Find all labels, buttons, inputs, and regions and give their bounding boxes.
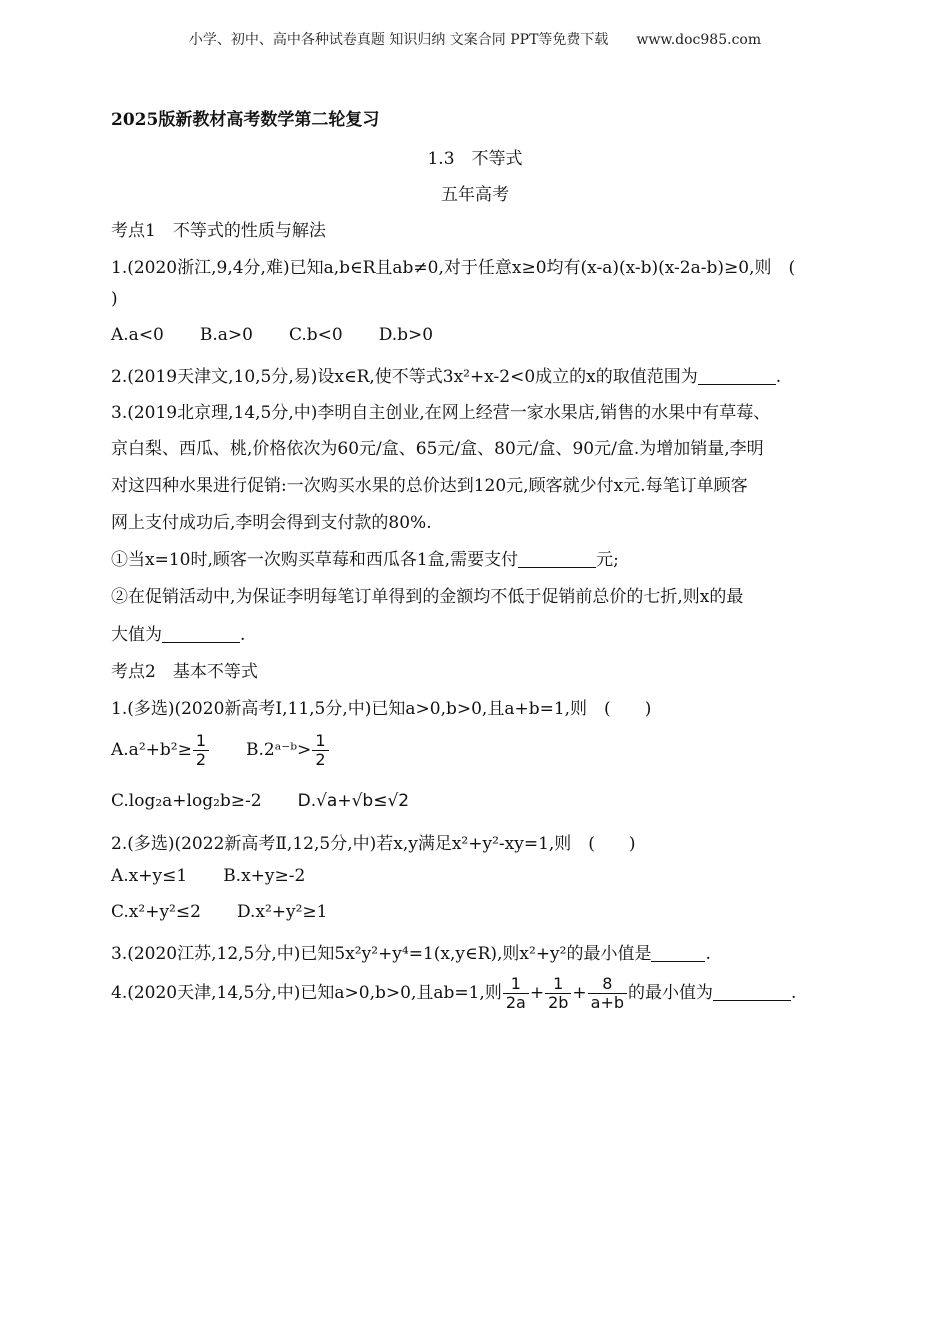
option-d: D.b>0 [378, 325, 434, 345]
topic1-q3-line1: 3.(2019北京理,14,5分,中)李明自主创业,在网上经营一家水果店,销售的水果中有草莓、 [111, 403, 771, 423]
topic1-q3-sub2-line2 [111, 620, 245, 645]
option-b: B.a>0 [199, 325, 253, 345]
answer-blank[interactable] [162, 625, 240, 643]
topic2-q2-options-cd [111, 902, 328, 922]
topic2-q3 [111, 939, 711, 964]
plus-sign: + [529, 983, 545, 1003]
period: . [791, 983, 797, 1003]
topic2-q1-options-cd [111, 791, 409, 811]
fraction-one-half: $\frac{1}{2}$ [312, 732, 328, 769]
question-text: 3.(2020江苏,12,5分,中)已知5x²y²+y⁴=1(x,y∈R),则x²+y²的最小值是 [111, 944, 652, 964]
option-c: C.log₂a+log₂b≥-2 [111, 791, 262, 811]
topic2-heading: 考点2 基本不等式 [111, 662, 258, 682]
question-text: 的最小值为 [628, 983, 714, 1003]
header-text: 小学、初中、高中各种试卷真题 知识归纳 文案合同 PPT等免费下载 [188, 32, 609, 48]
topic1-q2 [111, 362, 781, 387]
answer-blank[interactable] [651, 944, 705, 962]
fraction-1-over-2a: $\frac{1}{2a}$ [503, 975, 529, 1012]
topic1-q1-options [111, 325, 433, 345]
option-d: D.√a+√b≤√2 [297, 791, 410, 811]
topic2-q4 [111, 975, 796, 1012]
topic1-q1-line2: ) [111, 289, 118, 309]
fraction-one-half: $\frac{1}{2}$ [193, 732, 209, 769]
period: . [240, 625, 246, 645]
fraction-1-over-2b: $\frac{1}{2b}$ [545, 975, 571, 1012]
question-text: 2.(2019天津文,10,5分,易)设x∈R,使不等式3x²+x-2<0成立的x的取值范围为 [111, 367, 698, 387]
topic1-q1-line1: 1.(2020浙江,9,4分,难)已知a,b∈R且ab≠0,对于任意x≥0均有(x-a)(x-b)(x-2a-b)≥0,则 ( [111, 258, 796, 278]
topic2-q1: 1.(多选)(2020新高考Ⅰ,11,5分,中)已知a>0,b>0,且a+b=1,则 ( ) [111, 699, 652, 719]
option-d: D.x²+y²≥1 [236, 902, 328, 922]
plus-sign: + [572, 983, 587, 1003]
topic1-q3-line2: 京白梨、西瓜、桃,价格依次为60元/盒、65元/盒、80元/盒、90元/盒.为增加销量,李明 [111, 439, 764, 459]
topic2-q2: 2.(多选)(2022新高考Ⅱ,12,5分,中)若x,y满足x²+y²-xy=1,则 ( ) [111, 834, 636, 854]
answer-blank[interactable] [713, 983, 791, 1001]
period: . [705, 944, 711, 964]
topic1-q3-sub1 [111, 545, 619, 570]
topic1-q3-sub2-line1: ②在促销活动中,为保证李明每笔订单得到的金额均不低于促销前总价的七折,则x的最 [111, 587, 744, 607]
answer-blank[interactable] [518, 550, 596, 568]
option-c: C.x²+y²≤2 [111, 902, 201, 922]
topic1-q3-line3: 对这四种水果进行促销:一次购买水果的总价达到120元,顾客就少付x元.每笔订单顾客 [111, 476, 748, 496]
page-header [0, 29, 950, 49]
option-a: A.x+y≤1 [111, 866, 188, 886]
option-b: B.x+y≥-2 [223, 866, 306, 886]
topic2-q1-options-ab [111, 732, 330, 769]
option-c: C.b<0 [288, 325, 343, 345]
period: . [775, 367, 782, 387]
question-text: 元; [596, 550, 619, 570]
question-text: ①当x=10时,顾客一次购买草莓和西瓜各1盒,需要支付 [111, 550, 519, 570]
answer-blank[interactable] [698, 367, 776, 385]
option-a: A.a<0 [111, 325, 164, 345]
question-text: 大值为 [111, 625, 162, 645]
topic1-heading: 考点1 不等式的性质与解法 [111, 221, 326, 241]
subtitle: 五年高考 [441, 185, 509, 205]
question-text: 4.(2020天津,14,5分,中)已知a>0,b>0,且ab=1,则 [111, 983, 502, 1003]
fraction-8-over-a-plus-b: $\frac{8}{a+b}$ [588, 975, 627, 1012]
topic2-q2-options-ab [111, 866, 305, 886]
document-title: 2025版新教材高考数学第二轮复习 [111, 110, 380, 130]
option-b: B.2ᵃ⁻ᵇ> [246, 740, 312, 760]
topic1-q3-line4: 网上支付成功后,李明会得到支付款的80%. [111, 513, 432, 533]
section-title: 1.3 不等式 [427, 149, 523, 169]
header-site[interactable]: www.doc985.com [636, 32, 762, 48]
option-a: A.a²+b²≥ [111, 740, 192, 760]
